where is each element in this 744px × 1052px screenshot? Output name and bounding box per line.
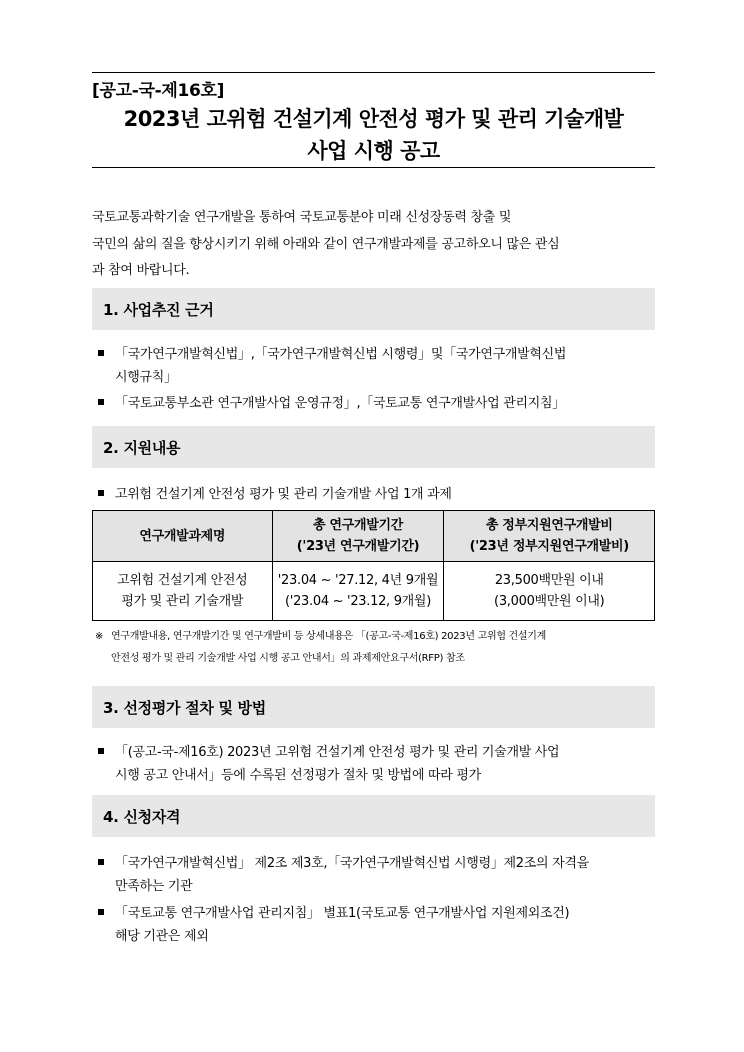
page-title-line2: 사업 시행 공고	[307, 139, 440, 163]
table-header: 총 연구개발기간 ('23년 연구개발기간)	[272, 511, 444, 562]
bullet-text: 시행규칙」	[115, 370, 177, 385]
bullet-text: 「(공고-국-제16호) 2023년 고위험 건설기계 안전성 평가 및 관리 기술개발 사업	[115, 745, 560, 760]
bullet-text: 「국토교통부소관 연구개발사업 운영규정」,「국토교통 연구개발사업 관리지침」	[115, 396, 565, 411]
section-title: 1. 사업추진 근거	[103, 301, 214, 319]
square-bullet-icon	[98, 350, 104, 356]
table-row	[93, 562, 655, 621]
square-bullet-icon	[98, 859, 104, 865]
bullet-text: 「국가연구개발혁신법」 제2조 제3호,「국가연구개발혁신법 시행령」제2조의 자격을	[115, 856, 589, 871]
square-bullet-icon	[98, 909, 104, 915]
section-heading-2	[92, 426, 655, 468]
table-cell: '23.04 ~ '27.12, 4년 9개월 ('23.04 ~ '23.12, 9개월)	[272, 562, 444, 621]
note-text: 연구개발내용, 연구개발기간 및 연구개발비 등 상세내용은 「(공고-국-제16호) 2023년 고위험 건설기계	[111, 631, 547, 642]
page-title-line1: 2023년 고위험 건설기계 안전성 평가 및 관리 기술개발	[123, 107, 624, 131]
bullet-text: 「국토교통 연구개발사업 관리지침」 별표1(국토교통 연구개발사업 지원제외조건)	[115, 906, 570, 921]
square-bullet-icon	[98, 748, 104, 754]
bullet-text: 「국가연구개발혁신법」,「국가연구개발혁신법 시행령」및「국가연구개발혁신법	[115, 347, 567, 362]
section-title: 4. 신청자격	[103, 808, 181, 826]
section-heading-1	[92, 288, 655, 330]
note-text: 안전성 평가 및 관리 기술개발 사업 시행 공고 안내서」의 과제제안요구서(RFP) 참조	[111, 653, 465, 664]
section-title: 2. 지원내용	[103, 439, 181, 457]
intro-line: 국민의 삶의 질을 향상시키기 위해 아래와 같이 연구개발과제를 공고하오니 많은 관심	[92, 236, 560, 252]
bullet-text: 해당 기관은 제외	[115, 929, 209, 944]
bullet-text: 시행 공고 안내서」등에 수록된 선정평가 절차 및 방법에 따라 평가	[115, 768, 481, 783]
table-header: 총 정부지원연구개발비 ('23년 정부지원연구개발비)	[444, 511, 655, 562]
section-title: 3. 선정평가 절차 및 방법	[103, 699, 266, 717]
top-rule	[92, 72, 655, 73]
table-header-row	[93, 511, 655, 562]
note-mark: ※	[95, 631, 104, 642]
intro-line: 과 참여 바랍니다.	[92, 263, 190, 278]
bullet-text: 만족하는 기관	[115, 879, 193, 894]
project-table	[92, 510, 655, 621]
title-rule	[92, 167, 655, 168]
square-bullet-icon	[98, 490, 104, 496]
table-cell: 고위험 건설기계 안전성 평가 및 관리 기술개발	[93, 562, 273, 621]
table-header: 연구개발과제명	[93, 511, 273, 562]
square-bullet-icon	[98, 399, 104, 405]
section-heading-3	[92, 686, 655, 728]
section-heading-4	[92, 795, 655, 837]
bullet-text: 고위험 건설기계 안전성 평가 및 관리 기술개발 사업 1개 과제	[115, 487, 452, 502]
notice-number: [공고-국-제16호]	[92, 81, 225, 101]
intro-paragraph	[92, 205, 655, 285]
table-cell: 23,500백만원 이내 (3,000백만원 이내)	[444, 562, 655, 621]
intro-line: 국토교통과학기술 연구개발을 통하여 국토교통분야 미래 신성장동력 창출 및	[92, 210, 512, 225]
